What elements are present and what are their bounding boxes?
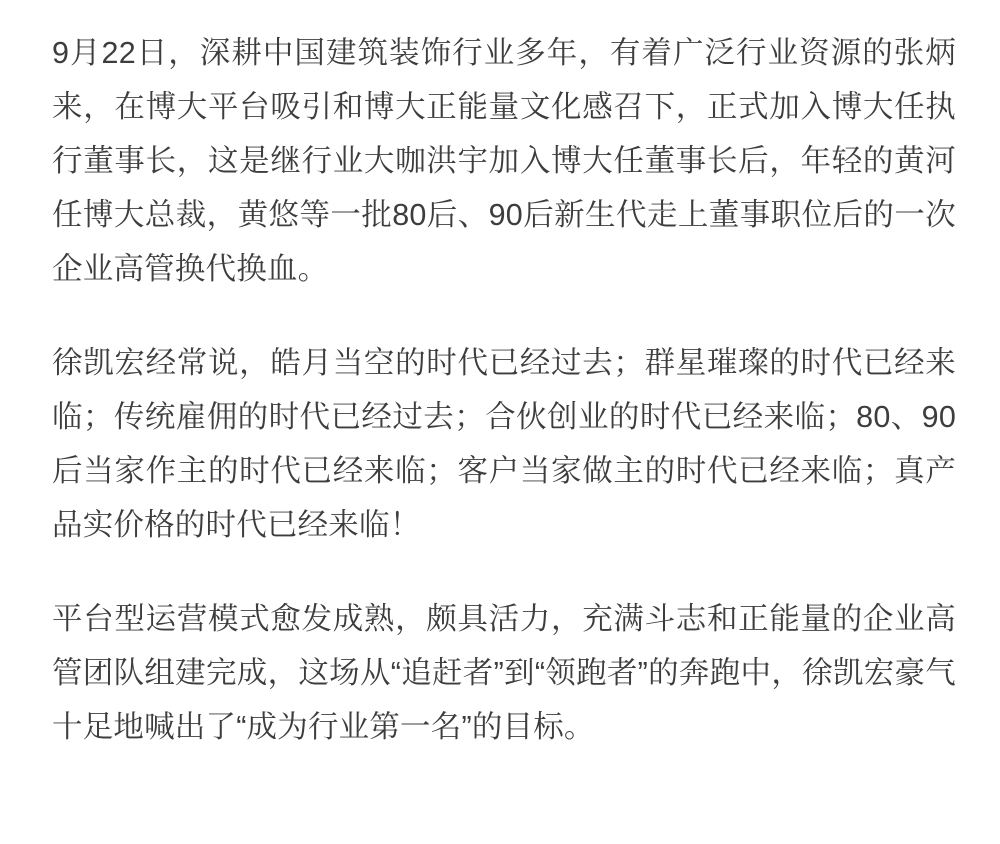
paragraph-3: 平台型运营模式愈发成熟，颇具活力，充满斗志和正能量的企业高管团队组建完成，这场从“追赶者”到“领跑者”的奔跑中，徐凯宏豪气十足地喊出了“成为行业第一名”的目标。 [52,602,956,744]
paragraph-1: 9月22日，深耕中国建筑装饰行业多年，有着广泛行业资源的张炳来，在博大平台吸引和博大正能量文化感召下，正式加入博大任执行董事长，这是继行业大咖洪宇加入博大任董事长后，年轻的黄河任博大总裁，黄悠等一批80后、90后新生代走上董事职位后的一次企业高管换代换血。 [52,36,956,286]
paragraph-2: 徐凯宏经常说，皓月当空的时代已经过去；群星璀璨的时代已经来临；传统雇佣的时代已经过去；合伙创业的时代已经来临；80、90后当家作主的时代已经来临；客户当家做主的时代已经来临；真产品实价格的时代已经来临！ [52,346,956,542]
